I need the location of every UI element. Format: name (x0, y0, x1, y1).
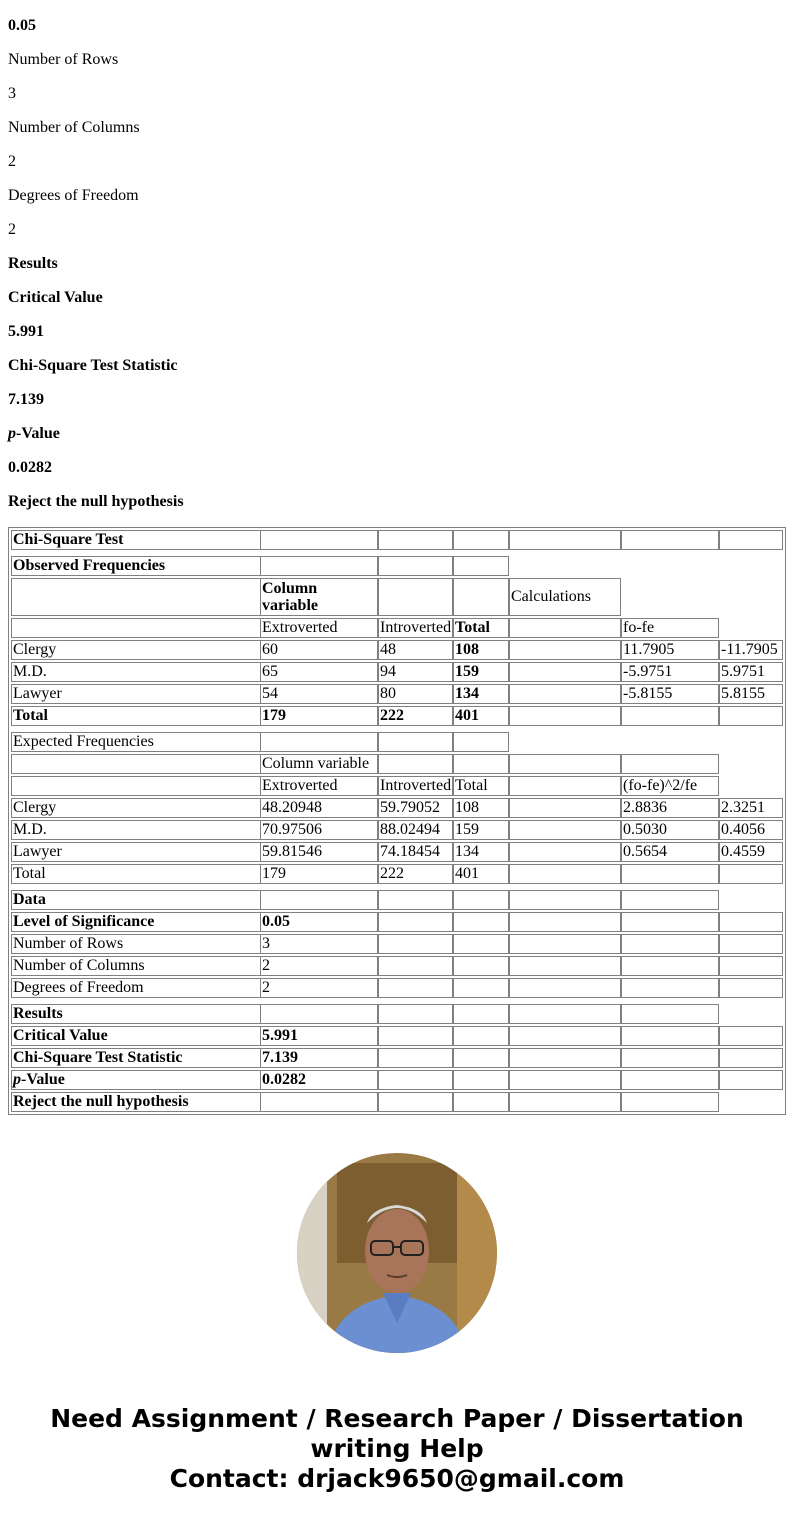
table-cell-empty (621, 530, 719, 550)
calc-header: fo-fe (621, 618, 719, 638)
summary-line: p-Value (8, 425, 60, 442)
expected-value: 108 (453, 798, 509, 818)
total-value: 179 (260, 864, 378, 884)
observed-value: 54 (260, 684, 378, 704)
table-cell-empty (453, 890, 509, 910)
table-cell-empty (378, 890, 453, 910)
table-cell-empty (509, 956, 621, 976)
table-cell-empty (719, 706, 783, 726)
result-label: p-Value (11, 1070, 261, 1090)
row-label: Lawyer (11, 842, 261, 862)
photo-door (457, 1153, 497, 1353)
table-cell-empty (621, 912, 719, 932)
table-cell-empty (621, 890, 719, 910)
calc-value: 0.5030 (621, 820, 719, 840)
column-variable-label: Column variable (260, 578, 378, 616)
table-cell-empty (11, 578, 261, 616)
table-cell-empty (719, 978, 783, 998)
column-header: Extroverted (260, 618, 378, 638)
total-value: 222 (378, 706, 453, 726)
calc-value: 0.5654 (621, 842, 719, 862)
table-cell-empty (719, 934, 783, 954)
data-label: Number of Columns (11, 956, 261, 976)
calc-value: -11.7905 (719, 640, 783, 660)
row-label: M.D. (11, 820, 261, 840)
author-photo-graphic (297, 1153, 497, 1353)
photo-face (365, 1209, 429, 1293)
result-label: Critical Value (11, 1026, 261, 1046)
calc-value: 5.9751 (719, 662, 783, 682)
table-cell-empty (11, 618, 261, 638)
expected-value: 70.97506 (260, 820, 378, 840)
observed-value: 159 (453, 662, 509, 682)
total-label: Total (11, 864, 261, 884)
table-cell-empty (719, 956, 783, 976)
total-value: 401 (453, 706, 509, 726)
expected-value: 59.79052 (378, 798, 453, 818)
table-cell-empty (11, 754, 261, 774)
promo-line-2: writing Help (310, 1434, 484, 1463)
promo-text (0, 1404, 794, 1494)
summary-line: 7.139 (8, 391, 44, 408)
table-cell-empty (378, 578, 453, 616)
summary-line: 0.0282 (8, 459, 52, 476)
table-title: Chi-Square Test (11, 530, 261, 550)
calculations-label: Calculations (509, 578, 621, 616)
table-cell-empty (509, 864, 621, 884)
summary-line: 2 (8, 221, 16, 238)
table-cell-empty (453, 530, 509, 550)
table-cell-empty (378, 1048, 453, 1068)
table-cell-empty (509, 684, 621, 704)
table-cell-empty (509, 530, 621, 550)
results-heading: Results (11, 1004, 261, 1024)
column-header: Introverted (380, 777, 452, 794)
table-cell-empty (378, 912, 453, 932)
table-cell-empty (453, 956, 509, 976)
table-cell-empty (719, 1048, 783, 1068)
table-cell-empty (509, 934, 621, 954)
summary-line: Degrees of Freedom (8, 187, 139, 204)
summary-line: 3 (8, 85, 16, 102)
result-value: 7.139 (260, 1048, 378, 1068)
summary-line: Critical Value (8, 289, 103, 306)
summary-line: Chi-Square Test Statistic (8, 357, 178, 374)
table-cell-empty (509, 912, 621, 932)
expected-value: 134 (453, 842, 509, 862)
result-value (260, 1092, 378, 1112)
data-value: 2 (260, 956, 378, 976)
data-value: 2 (260, 978, 378, 998)
table-cell-empty (621, 978, 719, 998)
result-label: Reject the null hypothesis (11, 1092, 261, 1112)
photo-wall (297, 1153, 327, 1353)
data-label: Number of Rows (11, 934, 261, 954)
table-cell-empty (509, 1092, 621, 1112)
calc-value: 2.3251 (719, 798, 783, 818)
promo-line-1: Need Assignment / Research Paper / Dissertation (50, 1404, 744, 1433)
observed-value: 65 (260, 662, 378, 682)
table-cell-empty (378, 754, 453, 774)
summary-line: Results (8, 255, 58, 272)
table-cell-empty (378, 732, 453, 752)
observed-value: 48 (378, 640, 453, 660)
expected-value: 48.20948 (260, 798, 378, 818)
observed-value: 134 (453, 684, 509, 704)
column-header: Extroverted (260, 776, 378, 796)
expected-value: 74.18454 (378, 842, 453, 862)
table-cell-empty (453, 754, 509, 774)
calc-value: -5.8155 (621, 684, 719, 704)
data-value: 0.05 (260, 912, 378, 932)
calc-value: 0.4559 (719, 842, 783, 862)
table-cell-empty (260, 890, 378, 910)
table-cell-empty (260, 732, 378, 752)
promo-line-3: Contact: drjack9650@gmail.com (169, 1464, 625, 1493)
expected-heading: Expected Frequencies (11, 732, 261, 752)
table-cell-empty (621, 864, 719, 884)
table-cell-empty (509, 640, 621, 660)
table-cell-empty (378, 978, 453, 998)
table-cell-empty (260, 1004, 378, 1024)
table-cell-empty (260, 556, 378, 576)
calc-value: -5.9751 (621, 662, 719, 682)
table-cell-empty (378, 1092, 453, 1112)
chi-square-table (8, 527, 786, 1115)
table-cell-empty (509, 706, 621, 726)
summary-line: 2 (8, 153, 16, 170)
column-header: Total (453, 618, 509, 638)
calc-value: 5.8155 (719, 684, 783, 704)
column-variable-label: Column variable (260, 754, 378, 774)
observed-value: 80 (378, 684, 453, 704)
table-cell-empty (509, 978, 621, 998)
table-cell-empty (378, 556, 453, 576)
expected-value: 59.81546 (260, 842, 378, 862)
column-header: Total (453, 776, 509, 796)
table-cell-empty (509, 1026, 621, 1046)
table-cell-empty (453, 556, 509, 576)
table-cell-empty (719, 530, 783, 550)
table-cell-empty (453, 978, 509, 998)
table-cell-empty (453, 934, 509, 954)
table-cell-empty (453, 578, 509, 616)
table-cell-empty (509, 890, 621, 910)
summary-line: Number of Columns (8, 119, 140, 136)
row-label: Clergy (11, 798, 261, 818)
summary-line: Number of Rows (8, 51, 119, 68)
observed-value: 108 (453, 640, 509, 660)
table-cell-empty (719, 1070, 783, 1090)
table-cell-empty (621, 754, 719, 774)
table-cell-empty (453, 912, 509, 932)
data-label: Degrees of Freedom (11, 978, 261, 998)
row-label: Lawyer (11, 684, 261, 704)
table-cell-empty (719, 1026, 783, 1046)
data-label: Level of Significance (11, 912, 261, 932)
table-cell-empty (621, 1004, 719, 1024)
table-cell-empty (378, 530, 453, 550)
table-cell-empty (621, 1092, 719, 1112)
calc-header: (fo-fe)^2/fe (621, 776, 719, 796)
table-cell-empty (453, 1026, 509, 1046)
calc-value: 2.8836 (621, 798, 719, 818)
expected-value: 88.02494 (378, 820, 453, 840)
table-cell-empty (509, 754, 621, 774)
table-cell-empty (378, 1070, 453, 1090)
summary-line: 5.991 (8, 323, 44, 340)
table-cell-empty (378, 956, 453, 976)
table-cell-empty (509, 662, 621, 682)
table-cell-empty (453, 1048, 509, 1068)
expected-value: 159 (453, 820, 509, 840)
observed-heading: Observed Frequencies (11, 556, 261, 576)
table-cell-empty (719, 912, 783, 932)
table-cell-empty (378, 1004, 453, 1024)
table-cell-empty (509, 776, 621, 796)
total-label: Total (11, 706, 261, 726)
table-cell-empty (509, 1048, 621, 1068)
table-cell-empty (509, 1070, 621, 1090)
calc-value: 0.4056 (719, 820, 783, 840)
table-cell-empty (453, 1004, 509, 1024)
table-cell-empty (621, 706, 719, 726)
column-header: Introverted (380, 619, 452, 636)
table-cell-empty (378, 1026, 453, 1046)
table-cell-empty (453, 1070, 509, 1090)
table-cell-empty (378, 934, 453, 954)
table-cell-empty (509, 798, 621, 818)
summary-line: Reject the null hypothesis (8, 493, 184, 510)
table-cell-empty (509, 820, 621, 840)
table-cell-empty (453, 732, 509, 752)
table-cell-empty (621, 956, 719, 976)
data-value: 3 (260, 934, 378, 954)
data-heading: Data (11, 890, 261, 910)
result-value: 0.0282 (260, 1070, 378, 1090)
observed-value: 94 (378, 662, 453, 682)
total-value: 222 (378, 864, 453, 884)
result-label: Chi-Square Test Statistic (11, 1048, 261, 1068)
table-cell-empty (453, 1092, 509, 1112)
table-cell-empty (509, 1004, 621, 1024)
table-cell-empty (621, 1070, 719, 1090)
result-value: 5.991 (260, 1026, 378, 1046)
summary-line: 0.05 (8, 17, 36, 34)
table-cell-empty (621, 934, 719, 954)
table-cell-empty (509, 842, 621, 862)
row-label: Clergy (11, 640, 261, 660)
table-cell-empty (11, 776, 261, 796)
author-photo (297, 1153, 497, 1353)
row-label: M.D. (11, 662, 261, 682)
table-cell-empty (621, 1026, 719, 1046)
table-cell-empty (260, 530, 378, 550)
total-value: 179 (260, 706, 378, 726)
table-cell-empty (621, 1048, 719, 1068)
table-cell-empty (719, 864, 783, 884)
table-cell-empty (509, 618, 621, 638)
total-value: 401 (453, 864, 509, 884)
observed-value: 60 (260, 640, 378, 660)
calc-value: 11.7905 (621, 640, 719, 660)
